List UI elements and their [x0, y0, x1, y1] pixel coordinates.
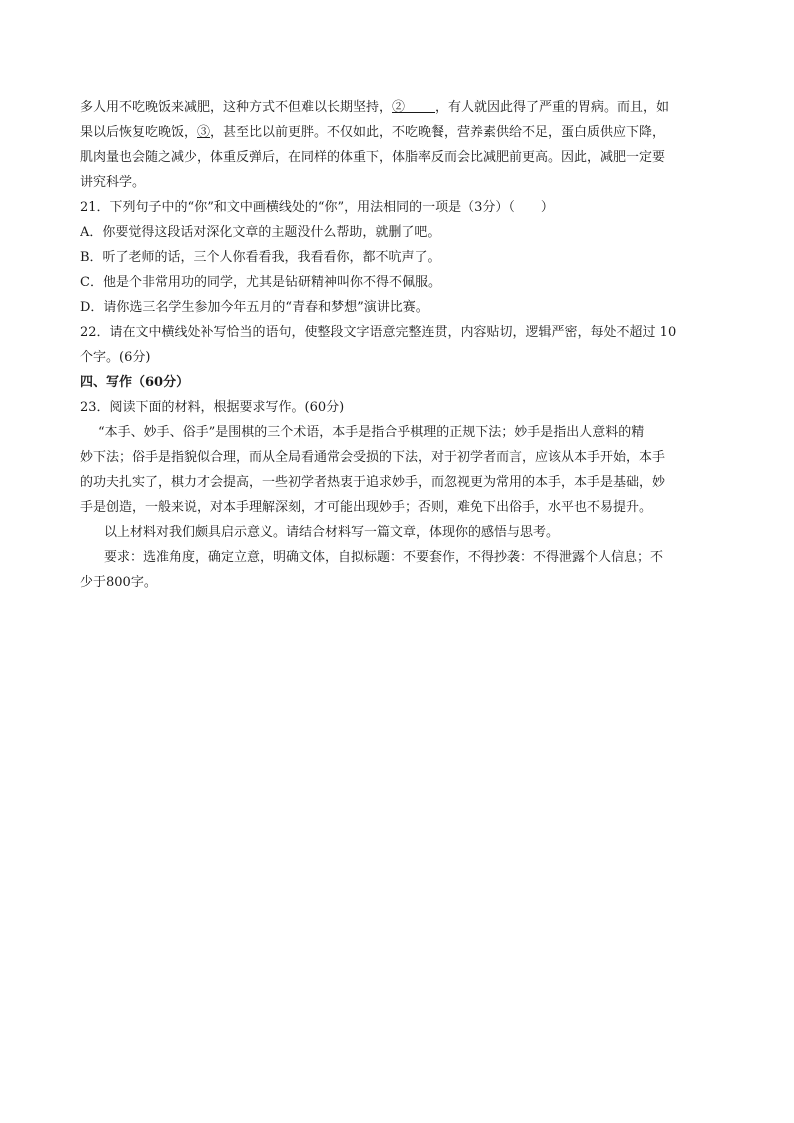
document-page	[80, 95, 720, 595]
passage-line-4: 讲究科学。	[80, 175, 146, 190]
passage-line-3: 肌肉量也会随之减少，体重反弹后，在同样的体重下，体脂率反而会比减肥前更高。因此，减肥一定要	[80, 150, 666, 165]
requirements-line-1: 要求：选准角度，确定立意，明确文体，自拟标题：不要套作，不得抄袭：不得泄露个人信息；不	[104, 550, 664, 565]
material-line-4: 手是创造，一般来说，对本手理解深刻，才可能出现妙手；否则，难免下出俗手，水平也不易提升。	[80, 500, 653, 515]
blank-marker-2: ②	[392, 100, 406, 115]
question-21-option-c: C．他是个非常用功的同学，尤其是钻研精神叫你不得不佩服。	[80, 275, 441, 290]
question-21-option-d: D．请你选三名学生参加今年五月的“青春和梦想”演讲比赛。	[80, 300, 429, 315]
material-line-1: “本手、妙手、俗手”是围棋的三个术语，本手是指合乎棋理的正规下法；妙手是指出人意料的精	[98, 425, 645, 440]
passage-line-2	[80, 120, 720, 145]
passage-line-1	[80, 95, 720, 120]
fill-in-blank	[405, 98, 435, 113]
passage-text: ，有人就因此得了严重的胃病。而且，如	[435, 100, 670, 115]
question-21-option-a: A．你要觉得这段话对深化文章的主题没什么帮助，就删了吧。	[80, 225, 441, 240]
question-21-stem: 21．下列句子中的“你”和文中画横线处的“你”，用法相同的一项是（3分）（ ）	[80, 200, 554, 215]
passage-text: 多人用不吃晚饭来减肥，这种方式不但难以长期坚持，	[80, 100, 393, 115]
question-23-stem: 23．阅读下面的材料，根据要求写作。(60分)	[80, 400, 345, 415]
section-4-heading: 四、写作（60分）	[80, 375, 190, 390]
requirements-line-2: 少于800字。	[80, 575, 157, 590]
passage-text: 果以后恢复吃晚饭，	[80, 125, 198, 140]
material-line-2: 妙下法；俗手是指貌似合理，而从全局看通常会受损的下法，对于初学者而言，应该从本手开始，本手	[80, 450, 666, 465]
question-22-line-1: 22．请在文中横线处补写恰当的语句，使整段文字语意完整连贯，内容贴切，逻辑严密，每处不超过 10	[80, 325, 677, 340]
material-line-3: 的功夫扎实了，棋力才会提高，一些初学者热衷于追求妙手，而忽视更为常用的本手，本手是基础，妙	[80, 475, 666, 490]
passage-text: ，甚至比以前更胖。不仅如此，不吃晚餐，营养素供给不足，蛋白质供应下降，	[210, 125, 666, 140]
question-21-option-b: B．听了老师的话，三个人你看看我，我看看你，都不吭声了。	[80, 250, 441, 265]
question-22-line-2: 个字。(6分)	[80, 350, 151, 365]
blank-marker-3: ③	[197, 125, 211, 140]
prompt-paragraph: 以上材料对我们颇具启示意义。请结合材料写一篇文章，体现你的感悟与思考。	[104, 525, 560, 540]
